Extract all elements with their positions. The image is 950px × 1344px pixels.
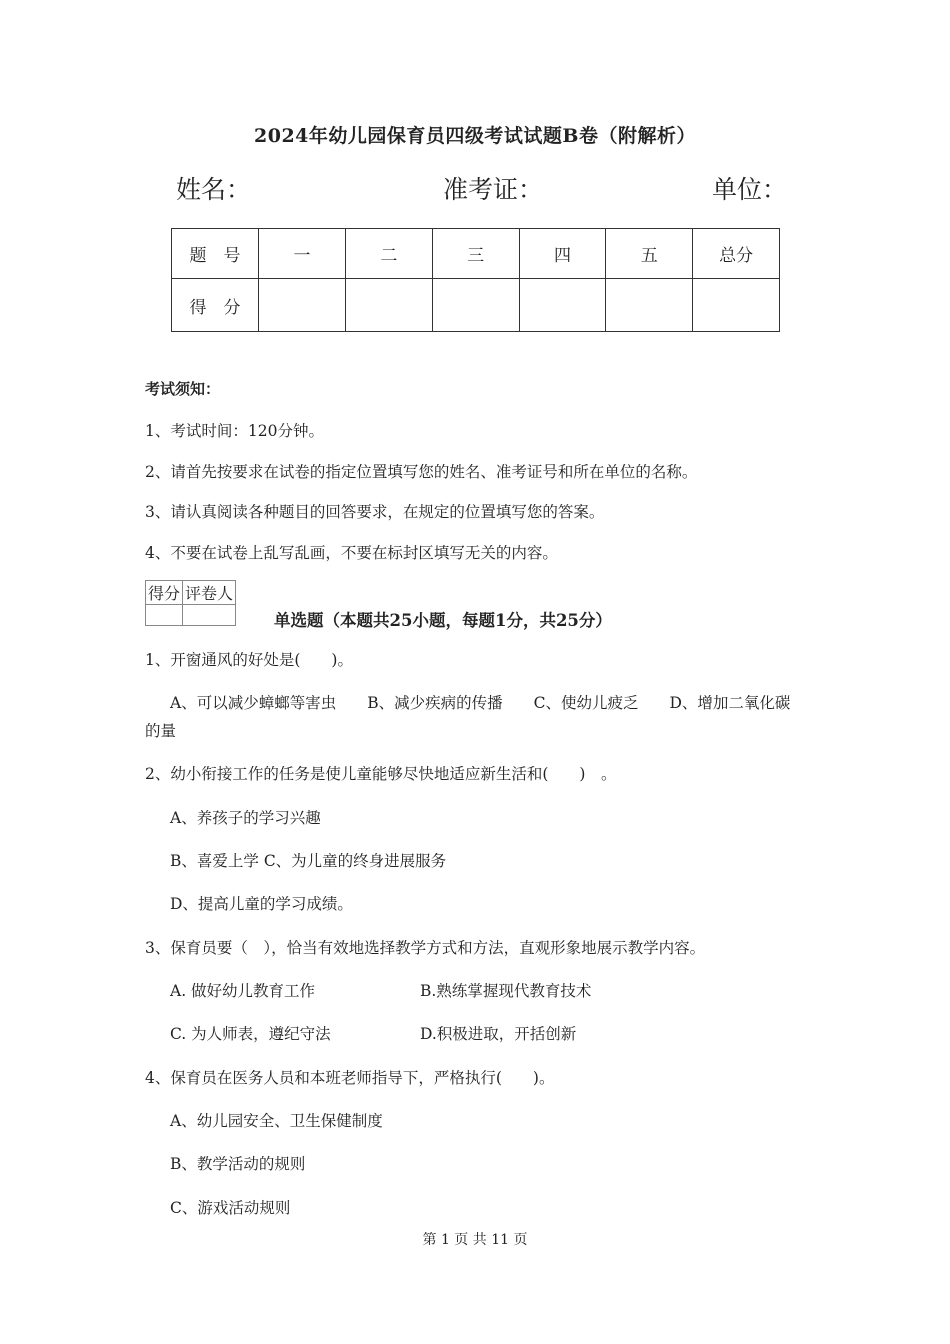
score-table-score-row [172, 279, 780, 332]
question-4-option-c: C、游戏活动规则 [170, 1199, 291, 1217]
question-4-option-a: A、幼儿园安全、卫生保健制度 [170, 1112, 383, 1130]
question-3-option-b: B.熟练掌握现代教育技术 [420, 982, 592, 1000]
question-2-stem: 2、幼小衔接工作的任务是使儿童能够尽快地适应新生活和( ) 。 [145, 765, 617, 783]
grader-score-label: 得分 [146, 581, 183, 605]
question-4-option-b: B、教学活动的规则 [170, 1155, 306, 1173]
question-2-option-d: D、提高儿童的学习成绩。 [170, 895, 353, 913]
question-3-option-a: A. 做好幼儿教育工作 [170, 982, 316, 1000]
notice-item: 2、请首先按要求在试卷的指定位置填写您的姓名、准考证号和所在单位的名称。 [145, 463, 698, 481]
score-cell [345, 279, 432, 332]
question-1-options-wrap: 的量 [145, 722, 177, 740]
score-table-header-cell: 题 号 [172, 229, 259, 279]
notice-item: 3、请认真阅读各种题目的回答要求，在规定的位置填写您的答案。 [145, 503, 605, 521]
section-heading: 单选题（本题共25小题，每题1分，共25分） [274, 611, 612, 630]
exam-number-field-label: 准考证： [443, 175, 544, 204]
grader-reviewer-label: 评卷人 [183, 581, 236, 605]
score-table-header-cell: 五 [606, 229, 693, 279]
score-table-header-cell: 总分 [693, 229, 780, 279]
score-table-header-cell: 三 [432, 229, 519, 279]
score-cell [259, 279, 346, 332]
unit-field-label: 单位： [712, 175, 788, 204]
score-cell [693, 279, 780, 332]
notice-item: 4、不要在试卷上乱写乱画，不要在标封区填写无关的内容。 [145, 544, 558, 562]
score-table-header-cell: 一 [259, 229, 346, 279]
exam-title: 2024年幼儿园保育员四级考试试题B卷（附解析） [254, 125, 696, 147]
question-2-option-bc: B、喜爱上学 C、为儿童的终身进展服务 [170, 852, 447, 870]
score-table-header-cell: 四 [519, 229, 606, 279]
score-cell [519, 279, 606, 332]
question-3-option-c: C. 为人师表，遵纪守法 [170, 1025, 331, 1043]
question-1-options: A、可以减少蟑螂等害虫 B、减少疾病的传播 C、使幼儿疲乏 D、增加二氧化碳 [170, 694, 791, 712]
score-table [171, 228, 780, 332]
question-3-stem: 3、保育员要（ ），恰当有效地选择教学方式和方法，直观形象地展示教学内容。 [145, 939, 706, 957]
score-cell [432, 279, 519, 332]
question-1-stem: 1、开窗通风的好处是( )。 [145, 651, 353, 669]
question-4-stem: 4、保育员在医务人员和本班老师指导下，严格执行( )。 [145, 1069, 555, 1087]
question-3-option-d: D.积极进取，开括创新 [420, 1025, 577, 1043]
grader-reviewer-cell [183, 605, 236, 626]
score-table-header-row [172, 229, 780, 279]
score-row-label: 得 分 [172, 279, 259, 332]
notice-item: 1、考试时间：120分钟。 [145, 422, 324, 440]
notice-title: 考试须知： [145, 380, 221, 398]
score-table-header-cell: 二 [345, 229, 432, 279]
page-footer: 第 1 页 共 11 页 [422, 1232, 528, 1248]
question-2-option-a: A、养孩子的学习兴趣 [170, 809, 321, 827]
name-field-label: 姓名： [176, 175, 252, 204]
score-cell [606, 279, 693, 332]
grader-score-cell [146, 605, 183, 626]
grader-table [145, 580, 236, 626]
